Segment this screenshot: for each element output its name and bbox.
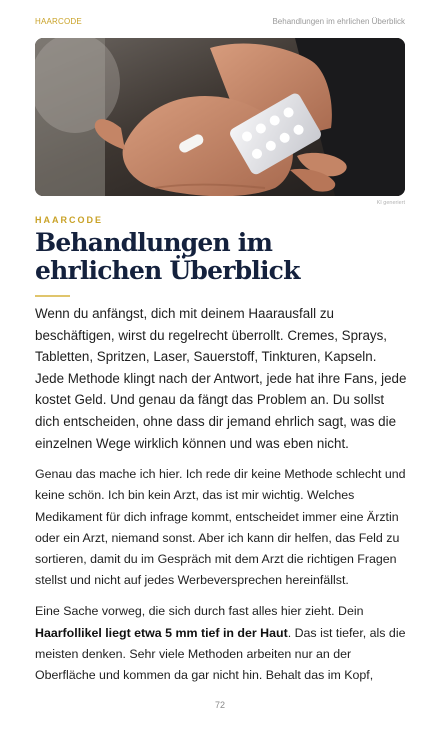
kicker-label: HAARCODE (35, 215, 104, 225)
running-head (35, 17, 405, 27)
photo-credit: KI generiert (376, 200, 405, 206)
page-number: 72 (214, 700, 225, 710)
paragraph-3-end: . Das ist tiefer, als die meisten denken. Sehr viele Methoden arbeiten nur an der Oberfläche und kommen da gar nicht hin. Behalt das im Kopf, (35, 625, 406, 682)
paragraph-3-start: Eine Sache vorweg, die sich durch fast alles hier zieht. Dein (35, 604, 364, 619)
page-title: Behandlungen im ehrlichen Überblick (35, 228, 300, 285)
paragraph-2: Genau das mache ich hier. Ich rede dir keine Methode schlecht und keine schön. Ich bin kein Arzt, das ist mir wichtig. Welches Medikament für dich infrage kommt, entscheidet immer eine Ärztin oder ein Arzt, niemand sonst. Aber ich kann dir helfen, das Feld zu sortieren, damit du im Gespräch mit dem Arzt die richtigen Fragen stellst und nicht auf jedes Werbeversprechen hereinfällst. (35, 467, 406, 588)
running-head-brand: HAARCODE (35, 17, 82, 26)
running-head-section: Behandlungen im ehrlichen Überblick (272, 17, 405, 26)
hero-photo (35, 38, 405, 196)
pills-in-hand-illustration (35, 38, 405, 196)
paragraph-1: Wenn du anfängst, dich mit deinem Haarausfall zu beschäftigen, wirst du regelrecht überrollt. Cremes, Sprays, Tabletten, Spritzen, Laser, Sauerstoff, Tinkturen, Kapseln. Jede Methode klingt nach der Antwort, jede hat ihre Fans, jede kostet Geld. Und genau da fängt das Problem an. Du sollst dich entscheiden, ohne dass dir jemand ehrlich sagt, was die einzelnen Wege wirklich können und was eben nicht. (35, 306, 407, 451)
paragraph-3-highlight: Haarfollikel liegt etwa 5 mm tief in der Haut (35, 625, 288, 640)
title-rule (35, 295, 70, 297)
paragraph-3 (35, 601, 407, 686)
body-text (35, 303, 407, 696)
